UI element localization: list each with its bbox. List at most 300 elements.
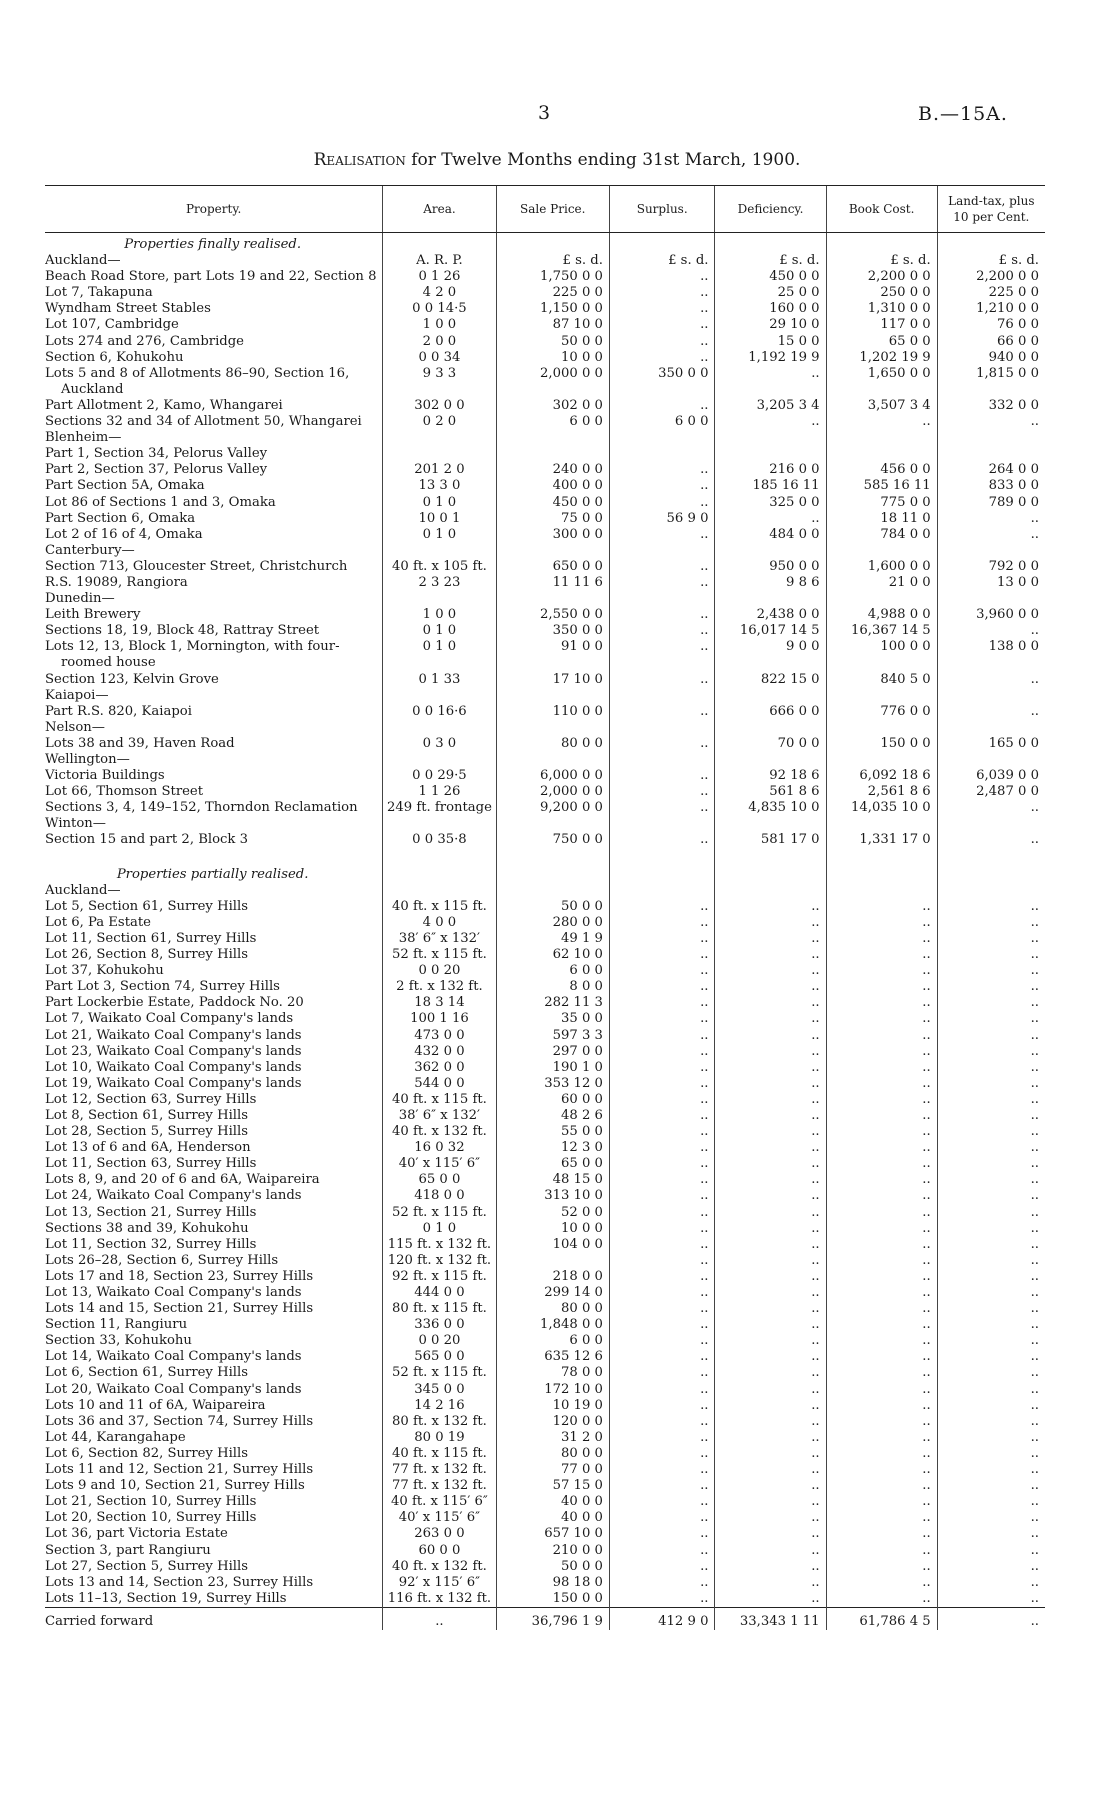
cell-property: Lot 11, Section 32, Surrey Hills [45, 1236, 257, 1252]
cell-property: Lot 6, Section 82, Surrey Hills [45, 1445, 248, 1461]
cell-area: 60 0 0 [383, 1543, 496, 1559]
cell-deficiency: 1,192 19 9 [715, 350, 826, 366]
table-row [45, 1237, 1045, 1253]
cell-land-tax [937, 233, 1045, 254]
cell-area: 0 0 35·8 [383, 832, 496, 848]
cell-land-tax: .. [937, 1446, 1045, 1462]
cell-property: Part Lockerbie Estate, Paddock No. 20 [45, 995, 304, 1011]
cell-property: Lot 20, Section 10, Surrey Hills [45, 1510, 257, 1526]
cell-sale-price: 60 0 0 [496, 1092, 609, 1108]
cell-area: 16 0 32 [383, 1140, 496, 1156]
cell-book-cost: .. [826, 1269, 937, 1285]
cell-sale-price: 48 15 0 [496, 1172, 609, 1188]
cell-sale-price: 77 0 0 [496, 1462, 609, 1478]
cell-book-cost: .. [826, 1124, 937, 1140]
region-heading-row [45, 883, 1045, 899]
cell-property: Winton— [45, 816, 106, 832]
cell-area: 565 0 0 [383, 1349, 496, 1365]
cell-area: 544 0 0 [383, 1076, 496, 1092]
cell-deficiency: .. [715, 1510, 826, 1526]
cell-sale-price: 110 0 0 [496, 704, 609, 720]
cell-book-cost: 2,200 0 0 [826, 269, 937, 285]
table-row [45, 1494, 1045, 1510]
table-row [45, 1060, 1045, 1076]
cell-area: 120 ft. x 132 ft. [383, 1253, 496, 1269]
cell-property: Lots 13 and 14, Section 23, Surrey Hills [45, 1574, 314, 1590]
cell-land-tax: 940 0 0 [937, 350, 1045, 366]
cell-deficiency: .. [715, 1011, 826, 1027]
cell-book-cost: 585 16 11 [826, 478, 937, 494]
cell-surplus: .. [609, 1092, 715, 1108]
cell-surplus: .. [609, 1188, 715, 1204]
cell-surplus: .. [609, 963, 715, 979]
cell-area: 1 0 0 [383, 607, 496, 623]
cell-area: 100 1 16 [383, 1011, 496, 1027]
cell-land-tax [937, 430, 1045, 446]
cell-sale-price: 10 0 0 [496, 1221, 609, 1237]
cell-sale-price: 218 0 0 [496, 1269, 609, 1285]
cell-property: Section 15 and part 2, Block 3 [45, 832, 249, 848]
cell-sale-price [496, 688, 609, 704]
cell-deficiency: .. [715, 1124, 826, 1140]
cell-book-cost: .. [826, 1076, 937, 1092]
cell-surplus: .. [609, 704, 715, 720]
cell-sale-price: £ s. d. [496, 253, 609, 269]
cell-area: 14 2 16 [383, 1398, 496, 1414]
cell-book-cost: .. [826, 1333, 937, 1349]
cell-area: 13 3 0 [383, 478, 496, 494]
cell-surplus: .. [609, 1494, 715, 1510]
cell-deficiency: .. [715, 1333, 826, 1349]
cell-sale-price: 11 11 6 [496, 575, 609, 591]
cell-property: Lot 13 of 6 and 6A, Henderson [45, 1140, 251, 1156]
cell-sale-price: 297 0 0 [496, 1044, 609, 1060]
cell-area: 0 1 0 [383, 527, 496, 543]
cell-land-tax [937, 849, 1045, 863]
cell-land-tax: .. [937, 1221, 1045, 1237]
table-row [45, 800, 1045, 816]
cell-book-cost: .. [826, 1285, 937, 1301]
cell-area [383, 863, 496, 883]
table-row [45, 1398, 1045, 1414]
cell-book-cost: 1,600 0 0 [826, 559, 937, 575]
cell-surplus: 350 0 0 [609, 366, 715, 398]
cell-deficiency: 16,017 14 5 [715, 623, 826, 639]
cell-surplus: .. [609, 1253, 715, 1269]
table-row [45, 1462, 1045, 1478]
cell-property: Lots 38 and 39, Haven Road [45, 735, 235, 751]
cell-book-cost [826, 591, 937, 607]
title-prefix: Realisation [313, 150, 406, 170]
cell-land-tax: .. [937, 931, 1045, 947]
cell-property: Properties finally realised. [124, 237, 302, 252]
cell-area: 38′ 6″ x 132′ [383, 931, 496, 947]
cell-land-tax: .. [937, 1188, 1045, 1204]
cell-deficiency: 450 0 0 [715, 269, 826, 285]
cell-land-tax: .. [937, 527, 1045, 543]
cell-land-tax: .. [937, 1526, 1045, 1542]
table-row [45, 414, 1045, 430]
cell-land-tax: .. [937, 1494, 1045, 1510]
table-row [45, 1365, 1045, 1381]
cell-book-cost: 21 0 0 [826, 575, 937, 591]
cell-book-cost: .. [826, 1526, 937, 1542]
cell-area: 116 ft. x 132 ft. [383, 1591, 496, 1608]
cell-surplus: .. [609, 1462, 715, 1478]
table-row [45, 334, 1045, 350]
table-row [45, 623, 1045, 639]
cell-deficiency: 25 0 0 [715, 285, 826, 301]
cell-book-cost: 1,650 0 0 [826, 366, 937, 398]
cell-land-tax: .. [937, 1575, 1045, 1591]
cell-deficiency: £ s. d. [715, 253, 826, 269]
cell-surplus: .. [609, 1285, 715, 1301]
total-sale-price: 36,796 1 9 [496, 1607, 609, 1630]
cell-deficiency: .. [715, 1269, 826, 1285]
cell-area: 92′ x 115′ 6″ [383, 1575, 496, 1591]
cell-sale-price: 282 11 3 [496, 995, 609, 1011]
table-row [45, 1591, 1045, 1608]
cell-deficiency: 950 0 0 [715, 559, 826, 575]
cell-surplus: .. [609, 832, 715, 848]
cell-deficiency: .. [715, 1253, 826, 1269]
cell-deficiency: 15 0 0 [715, 334, 826, 350]
cell-sale-price: 650 0 0 [496, 559, 609, 575]
cell-sale-price: 80 0 0 [496, 1301, 609, 1317]
cell-surplus [609, 863, 715, 883]
cell-book-cost [826, 233, 937, 254]
cell-land-tax: .. [937, 1317, 1045, 1333]
table-row [45, 1510, 1045, 1526]
cell-land-tax: 13 0 0 [937, 575, 1045, 591]
cell-property: Lot 2 of 16 of 4, Omaka [45, 526, 203, 542]
col-land-tax: Land-tax, plus 10 per Cent. [937, 186, 1045, 233]
cell-surplus: .. [609, 285, 715, 301]
cell-deficiency: .. [715, 366, 826, 398]
cell-surplus: .. [609, 672, 715, 688]
cell-deficiency: .. [715, 1028, 826, 1044]
cell-property: Beach Road Store, part Lots 19 and 22, Section 8 [45, 269, 377, 285]
cell-book-cost: .. [826, 1559, 937, 1575]
cell-property: Lots 9 and 10, Section 21, Surrey Hills [45, 1478, 305, 1494]
cell-book-cost: 1,202 19 9 [826, 350, 937, 366]
cell-land-tax: .. [937, 1108, 1045, 1124]
cell-property: Part 2, Section 37, Pelorus Valley [45, 462, 268, 478]
cell-area: 0 1 26 [383, 269, 496, 285]
cell-land-tax: .. [937, 1559, 1045, 1575]
cell-surplus: 56 9 0 [609, 511, 715, 527]
cell-book-cost: .. [826, 1011, 937, 1027]
cell-surplus: .. [609, 768, 715, 784]
col-property: Property. [45, 186, 383, 233]
cell-area [383, 883, 496, 899]
cell-land-tax: .. [937, 995, 1045, 1011]
cell-property: Lot 5, Section 61, Surrey Hills [45, 898, 248, 914]
cell-area [383, 591, 496, 607]
cell-deficiency: 9 8 6 [715, 575, 826, 591]
cell-property: Victoria Buildings [45, 768, 165, 784]
cell-land-tax: 833 0 0 [937, 478, 1045, 494]
cell-sale-price [496, 1253, 609, 1269]
cell-deficiency [715, 688, 826, 704]
cell-book-cost: 16,367 14 5 [826, 623, 937, 639]
cell-sale-price [496, 752, 609, 768]
cell-land-tax: .. [937, 1044, 1045, 1060]
cell-sale-price: 635 12 6 [496, 1349, 609, 1365]
cell-book-cost [826, 543, 937, 559]
table-row [45, 672, 1045, 688]
cell-area: 0 0 16·6 [383, 704, 496, 720]
cell-area: 336 0 0 [383, 1317, 496, 1333]
cell-property: Lots 17 and 18, Section 23, Surrey Hills [45, 1268, 314, 1284]
cell-deficiency: .. [715, 1349, 826, 1365]
cell-land-tax: .. [937, 1478, 1045, 1494]
cell-sale-price: 302 0 0 [496, 398, 609, 414]
cell-area: 0 0 14·5 [383, 301, 496, 317]
cell-book-cost: .. [826, 1591, 937, 1608]
cell-land-tax: £ s. d. [937, 253, 1045, 269]
cell-book-cost: 65 0 0 [826, 334, 937, 350]
cell-land-tax: .. [937, 963, 1045, 979]
cell-surplus [609, 591, 715, 607]
cell-sale-price: 225 0 0 [496, 285, 609, 301]
cell-sale-price: 172 10 0 [496, 1382, 609, 1398]
cell-property: Sections 3, 4, 149–152, Thorndon Reclamation [45, 800, 358, 816]
cell-book-cost: 1,331 17 0 [826, 832, 937, 848]
cell-sale-price [496, 591, 609, 607]
total-surplus: 412 9 0 [609, 1607, 715, 1630]
cell-deficiency: .. [715, 1285, 826, 1301]
cell-property: Lots 8, 9, and 20 of 6 and 6A, Waipareira [45, 1172, 320, 1188]
cell-area: 263 0 0 [383, 1526, 496, 1542]
cell-sale-price: 210 0 0 [496, 1543, 609, 1559]
cell-sale-price: 299 14 0 [496, 1285, 609, 1301]
cell-book-cost: .. [826, 1365, 937, 1381]
cell-area: 40 ft. x 115 ft. [383, 899, 496, 915]
document-reference: B.—15A. [918, 103, 1008, 125]
cell-property: Lot 13, Waikato Coal Company's lands [45, 1285, 302, 1300]
cell-land-tax: .. [937, 1237, 1045, 1253]
cell-land-tax: 6,039 0 0 [937, 768, 1045, 784]
cell-surplus: .. [609, 1591, 715, 1608]
cell-area [383, 543, 496, 559]
table-row [45, 350, 1045, 366]
cell-property: Lot 11, Section 61, Surrey Hills [45, 930, 257, 946]
cell-property: Dunedin— [45, 591, 115, 607]
cell-deficiency: .. [715, 1172, 826, 1188]
cell-land-tax: 789 0 0 [937, 495, 1045, 511]
table-row [45, 832, 1045, 848]
cell-book-cost: 1,310 0 0 [826, 301, 937, 317]
cell-surplus: .. [609, 947, 715, 963]
cell-property: Lot 21, Waikato Coal Company's lands [45, 1027, 302, 1043]
cell-book-cost: .. [826, 899, 937, 915]
cell-surplus: .. [609, 639, 715, 671]
table-row [45, 1156, 1045, 1172]
region-heading-row [45, 543, 1045, 559]
cell-book-cost: 784 0 0 [826, 527, 937, 543]
cell-area: 77 ft. x 132 ft. [383, 1462, 496, 1478]
cell-book-cost [826, 849, 937, 863]
cell-sale-price: 120 0 0 [496, 1414, 609, 1430]
cell-sale-price: 6,000 0 0 [496, 768, 609, 784]
cell-book-cost: .. [826, 1253, 937, 1269]
cell-property: Lots 11 and 12, Section 21, Surrey Hills [45, 1462, 314, 1478]
cell-surplus: .. [609, 398, 715, 414]
cell-sale-price: 8 0 0 [496, 979, 609, 995]
col-book-cost: Book Cost. [826, 186, 937, 233]
cell-surplus: .. [609, 350, 715, 366]
cell-land-tax: .. [937, 1430, 1045, 1446]
cell-property: Lot 21, Section 10, Surrey Hills [45, 1494, 257, 1510]
cell-deficiency: 185 16 11 [715, 478, 826, 494]
cell-area: 92 ft. x 115 ft. [383, 1269, 496, 1285]
cell-area: 40′ x 115′ 6″ [383, 1156, 496, 1172]
cell-property: Lot 36, part Victoria Estate [45, 1526, 228, 1542]
total-book-cost: 61,786 4 5 [826, 1607, 937, 1630]
table-row [45, 575, 1045, 591]
cell-deficiency: .. [715, 1060, 826, 1076]
table-row [45, 1559, 1045, 1575]
cell-property: Wellington— [45, 752, 130, 767]
cell-property: Lot 44, Karangahape [45, 1429, 186, 1445]
cell-area: 302 0 0 [383, 398, 496, 414]
cell-deficiency: .. [715, 1237, 826, 1253]
cell-book-cost: .. [826, 1301, 937, 1317]
col-sale-price: Sale Price. [496, 186, 609, 233]
cell-area: 38′ 6″ x 132′ [383, 1108, 496, 1124]
cell-deficiency: .. [715, 1092, 826, 1108]
region-heading-row [45, 720, 1045, 736]
cell-area: 432 0 0 [383, 1044, 496, 1060]
cell-deficiency: .. [715, 979, 826, 995]
cell-deficiency: 4,835 10 0 [715, 800, 826, 816]
cell-book-cost: .. [826, 1543, 937, 1559]
total-label: Carried forward [45, 1607, 383, 1630]
cell-book-cost [826, 720, 937, 736]
cell-surplus [609, 816, 715, 832]
cell-land-tax [937, 863, 1045, 883]
cell-property: Lot 10, Waikato Coal Company's lands [45, 1059, 302, 1075]
table-row [45, 511, 1045, 527]
table-row [45, 527, 1045, 543]
cell-deficiency [715, 446, 826, 462]
table-row [45, 301, 1045, 317]
cell-deficiency: .. [715, 1044, 826, 1060]
cell-land-tax [937, 543, 1045, 559]
cell-sale-price: 87 10 0 [496, 317, 609, 333]
cell-deficiency: .. [715, 1140, 826, 1156]
col-deficiency: Deficiency. [715, 186, 826, 233]
cell-area: 40 ft. x 132 ft. [383, 1559, 496, 1575]
cell-surplus: .. [609, 1044, 715, 1060]
table-row [45, 1526, 1045, 1542]
cell-property: Part Allotment 2, Kamo, Whangarei [45, 397, 283, 413]
table-row [45, 1172, 1045, 1188]
cell-land-tax: .. [937, 1301, 1045, 1317]
table-row [45, 736, 1045, 752]
cell-surplus: .. [609, 334, 715, 350]
cell-area: 80 ft. x 132 ft. [383, 1414, 496, 1430]
cell-surplus [609, 233, 715, 254]
cell-sale-price: 597 3 3 [496, 1028, 609, 1044]
cell-land-tax: 792 0 0 [937, 559, 1045, 575]
cell-deficiency: .. [715, 1365, 826, 1381]
cell-area: 0 1 0 [383, 495, 496, 511]
cell-surplus: .. [609, 1205, 715, 1221]
cell-surplus: .. [609, 899, 715, 915]
col-surplus: Surplus. [609, 186, 715, 233]
cell-book-cost: .. [826, 1478, 937, 1494]
cell-land-tax: 2,487 0 0 [937, 784, 1045, 800]
cell-land-tax [937, 752, 1045, 768]
cell-land-tax: .. [937, 414, 1045, 430]
cell-land-tax: 66 0 0 [937, 334, 1045, 350]
cell-land-tax: .. [937, 832, 1045, 848]
cell-sale-price: 75 0 0 [496, 511, 609, 527]
page-number: 3 [538, 102, 551, 124]
carried-forward-row [45, 1607, 1045, 1630]
cell-deficiency: .. [715, 995, 826, 1011]
cell-sale-price: 48 2 6 [496, 1108, 609, 1124]
table-row [45, 1301, 1045, 1317]
cell-surplus: .. [609, 784, 715, 800]
cell-area: 0 0 20 [383, 963, 496, 979]
cell-sale-price: 2,000 0 0 [496, 366, 609, 398]
table-row [45, 931, 1045, 947]
cell-surplus: .. [609, 931, 715, 947]
cell-book-cost [826, 752, 937, 768]
cell-property: Lots 14 and 15, Section 21, Surrey Hills [45, 1301, 314, 1317]
table-row [45, 1446, 1045, 1462]
cell-area: 249 ft. frontage [383, 800, 496, 816]
cell-area: 0 1 0 [383, 639, 496, 671]
cell-book-cost [826, 688, 937, 704]
cell-surplus: .. [609, 1382, 715, 1398]
cell-land-tax: .. [937, 979, 1045, 995]
cell-sale-price: 62 10 0 [496, 947, 609, 963]
cell-deficiency: .. [715, 963, 826, 979]
table-row [45, 995, 1045, 1011]
cell-sale-price: 40 0 0 [496, 1494, 609, 1510]
cell-deficiency: 70 0 0 [715, 736, 826, 752]
cell-surplus: .. [609, 1510, 715, 1526]
cell-sale-price: 98 18 0 [496, 1575, 609, 1591]
cell-deficiency: .. [715, 1543, 826, 1559]
cell-book-cost: 100 0 0 [826, 639, 937, 671]
cell-book-cost [826, 430, 937, 446]
cell-sale-price: 353 12 0 [496, 1076, 609, 1092]
cell-property: Lot 13, Section 21, Surrey Hills [45, 1204, 257, 1220]
cell-land-tax: .. [937, 672, 1045, 688]
cell-deficiency [715, 816, 826, 832]
cell-surplus: .. [609, 1221, 715, 1237]
cell-property: Section 11, Rangiuru [45, 1317, 188, 1333]
cell-deficiency: .. [715, 1446, 826, 1462]
cell-area: 80 ft. x 115 ft. [383, 1301, 496, 1317]
cell-sale-price: 12 3 0 [496, 1140, 609, 1156]
cell-book-cost: .. [826, 915, 937, 931]
cell-surplus: .. [609, 269, 715, 285]
cell-area: 77 ft. x 132 ft. [383, 1478, 496, 1494]
cell-area: 362 0 0 [383, 1060, 496, 1076]
section-heading-row [45, 863, 1045, 883]
cell-property: Lots 36 and 37, Section 74, Surrey Hills [45, 1413, 314, 1429]
cell-sale-price: 50 0 0 [496, 1559, 609, 1575]
cell-deficiency: .. [715, 1494, 826, 1510]
cell-surplus: .. [609, 1559, 715, 1575]
cell-surplus: 6 0 0 [609, 414, 715, 430]
